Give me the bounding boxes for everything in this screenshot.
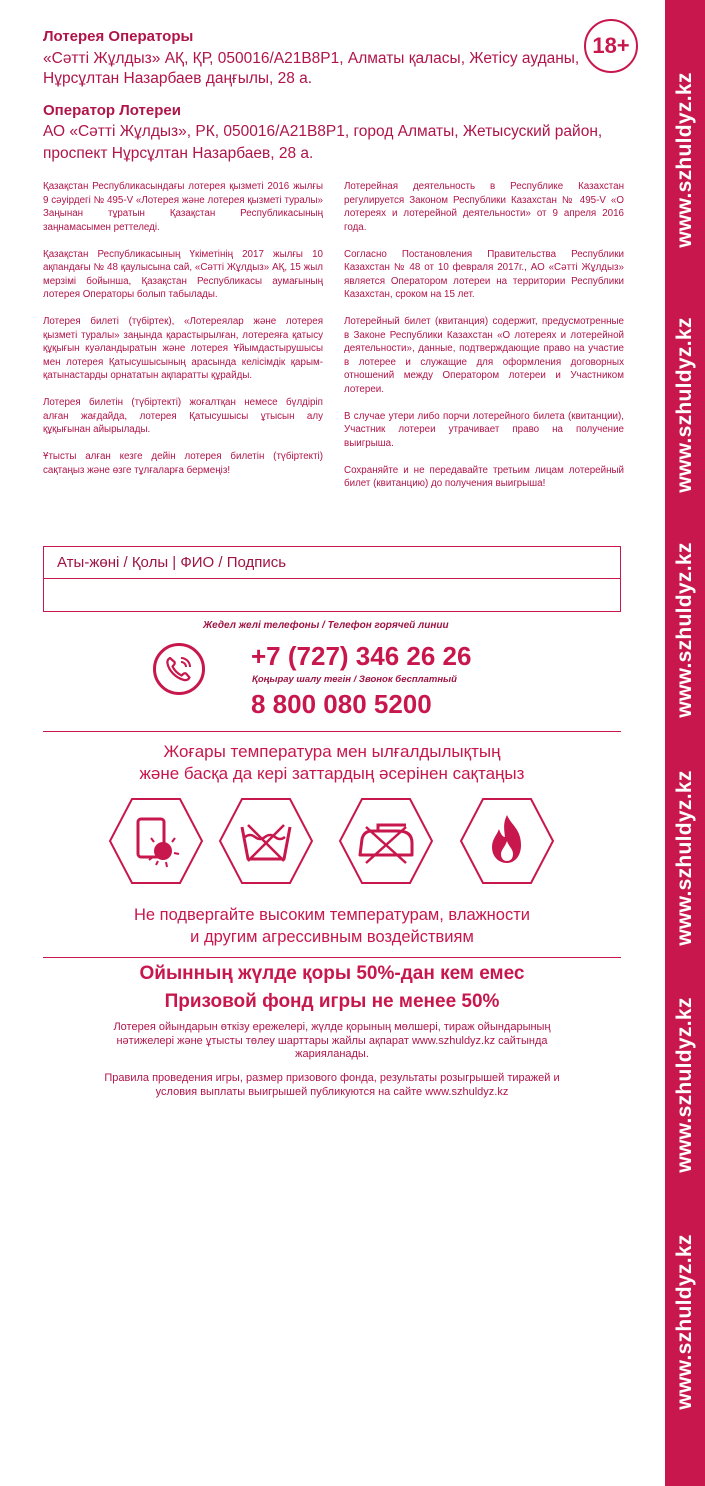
- divider-line: [43, 731, 621, 732]
- age-restriction-badge: 18+: [584, 19, 638, 73]
- strip-url: www.szhuldyz.kz: [673, 997, 696, 1173]
- warning-ru-line1: Не подвергайте высоким температурам, влажности: [134, 906, 530, 924]
- legal-paragraph: Ұтысты алған кезге дейін лотерея билетін (түбіртекті) сақтаңыз және өзге тұлғаларға бермеңіз!: [43, 451, 323, 476]
- warning-kz-line1: Жоғары температура мен ылғалдылықтың: [163, 742, 501, 761]
- legal-paragraph: Сохраняйте и не передавайте третьим лицам лотерейный билет (квитанцию) до получения выигрыша!: [344, 464, 624, 489]
- legal-paragraph: Қазақстан Республикасының Үкіметінің 2017 жылғы 10 ақпандағы № 48 қаулысына сай, «Сәтті Жұлдыз» АҚ, 15 жыл мерзімі бойынша, Қазақстан Республикасы аумағының лотерея Операторы болып табылады.: [43, 248, 323, 300]
- operator-title-ru: Оператор Лотереи: [43, 102, 181, 119]
- rules-note-kz: [43, 1021, 621, 1062]
- legal-paragraph: Лотерейная деятельность в Республике Казахстан регулируется Законом Республики Казахстан № 495-V «О лотереях и лотерейной деятельности» от 9 апреля 2016 года.: [344, 181, 624, 233]
- operator-address-ru-line2: проспект Нұрсұлтан Назарбаев, 28 а.: [43, 145, 314, 162]
- free-call-label: Қоңырау шалу тегін / Звонок бесплатный: [252, 674, 457, 685]
- rules-note-ru: [43, 1072, 621, 1099]
- hotline-phone[interactable]: +7 (727) 346 26 26: [251, 641, 472, 671]
- legal-paragraph: Согласно Постановления Правительства Республики Казахстан № 48 от 10 февраля 2017г., АО «Сәтті Жұлдыз» является Оператором лотереи на территории Республики Казахстан, сроком на 15 лет.: [344, 248, 624, 300]
- signature-divider: [43, 578, 621, 579]
- legal-text-kz: [43, 180, 323, 491]
- warning-kz: [43, 741, 621, 785]
- legal-paragraph: Қазақстан Республикасындағы лотерея қызметі 2016 жылғы 9 сәуірдегі № 495-V «Лотерея және лотерея қызметі туралы» Заңынан тұратын Қазақстан Республикасының заңнамасымен реттеледі.: [43, 181, 323, 233]
- free-phone[interactable]: 8 800 080 5200: [251, 689, 432, 719]
- signature-field[interactable]: [45, 580, 619, 610]
- signature-label: Аты-жөні / Қолы | ФИО / Подпись: [57, 554, 287, 571]
- rules-kz-line3: жарияланады.: [295, 1048, 369, 1060]
- strip-url: www.szhuldyz.kz: [673, 542, 696, 718]
- hotline-label: Жедел желі телефоны / Телефон горячей линии: [203, 620, 449, 631]
- legal-text-ru: [344, 180, 624, 504]
- prize-fund-ru: Призовой фонд игры не менее 50%: [164, 991, 500, 1012]
- divider-line: [43, 957, 621, 958]
- legal-paragraph: Лотерея билеті (түбіртек), «Лотереялар және лотерея қызметі туралы» заңында қарастырылған, лотереяға қатысу құқығын куәландыратын және лотерея Ұйымдастырушысы мен лотерея Қатысушысының арасында келісімдік қарым-қатынастарды орнататын ақпаратты құрайды.: [43, 316, 323, 381]
- legal-paragraph: Лотерейный билет (квитанция) содержит, предусмотренные в Законе Республики Казахстан «О лотереях и лотерейной деятельности», данные, подтверждающие право на участие в лотерее и служащие для оформления договорных отношений между Оператором лотереи и Участником лотереи.: [344, 316, 624, 395]
- strip-url: www.szhuldyz.kz: [673, 770, 696, 946]
- strip-url: www.szhuldyz.kz: [673, 317, 696, 493]
- no-fire-icon: [459, 797, 555, 885]
- rules-kz-line1: Лотерея ойындарын өткізу ережелері, жүлде қорының мөлшері, тираж ойындарының: [113, 1021, 551, 1033]
- warning-kz-line2: және басқа да кері заттардың әсерінен сақтаңыз: [139, 764, 525, 783]
- prize-fund-kz: Ойынның жүлде қоры 50%-дан кем емес: [139, 963, 525, 984]
- operator-address-ru-line1: АО «Сәтті Жұлдыз», РК, 050016/A21B8P1, город Алматы, Жетысуский район,: [43, 123, 603, 140]
- rules-ru-line1: Правила проведения игры, размер призового фонда, результаты розыгрышей тиражей и: [104, 1072, 560, 1084]
- strip-url: www.szhuldyz.kz: [673, 72, 696, 248]
- no-iron-icon: [338, 797, 434, 885]
- legal-paragraph: В случае утери либо порчи лотерейного билета (квитанции), Участник лотереи утрачивает право на получение выигрыша.: [344, 410, 624, 449]
- warning-ru: [43, 904, 621, 948]
- phone-icon: [153, 643, 205, 695]
- rules-kz-line2: нәтижелері және ұтысты төлеу шарттары жайлы ақпарат www.szhuldyz.kz сайтында: [116, 1034, 548, 1047]
- operator-address-kz-line1: «Сәтті Жұлдыз» АҚ, ҚР, 050016/A21B8P1, Алматы қаласы, Жетісу ауданы,: [43, 50, 580, 67]
- no-wash-icon: [218, 797, 314, 885]
- legal-paragraph: Лотерея билетін (түбіртекті) жоғалтқан немесе бүлдіріп алған жағдайда, лотерея Қатысушысы ұтысын алу құқығынан айырылады.: [43, 397, 323, 435]
- operator-address-kz-line2: Нұрсұлтан Назарбаев даңғылы, 28 а.: [43, 70, 313, 87]
- rules-ru-line2: условия выплаты выигрышей публикуются на сайте www.szhuldyz.kz: [155, 1085, 509, 1098]
- operator-title-kz: Лотерея Операторы: [43, 28, 194, 45]
- strip-url: www.szhuldyz.kz: [673, 1234, 696, 1410]
- no-damage-icon: [108, 797, 204, 885]
- warning-ru-line2: и другим агрессивным воздействиям: [190, 928, 474, 946]
